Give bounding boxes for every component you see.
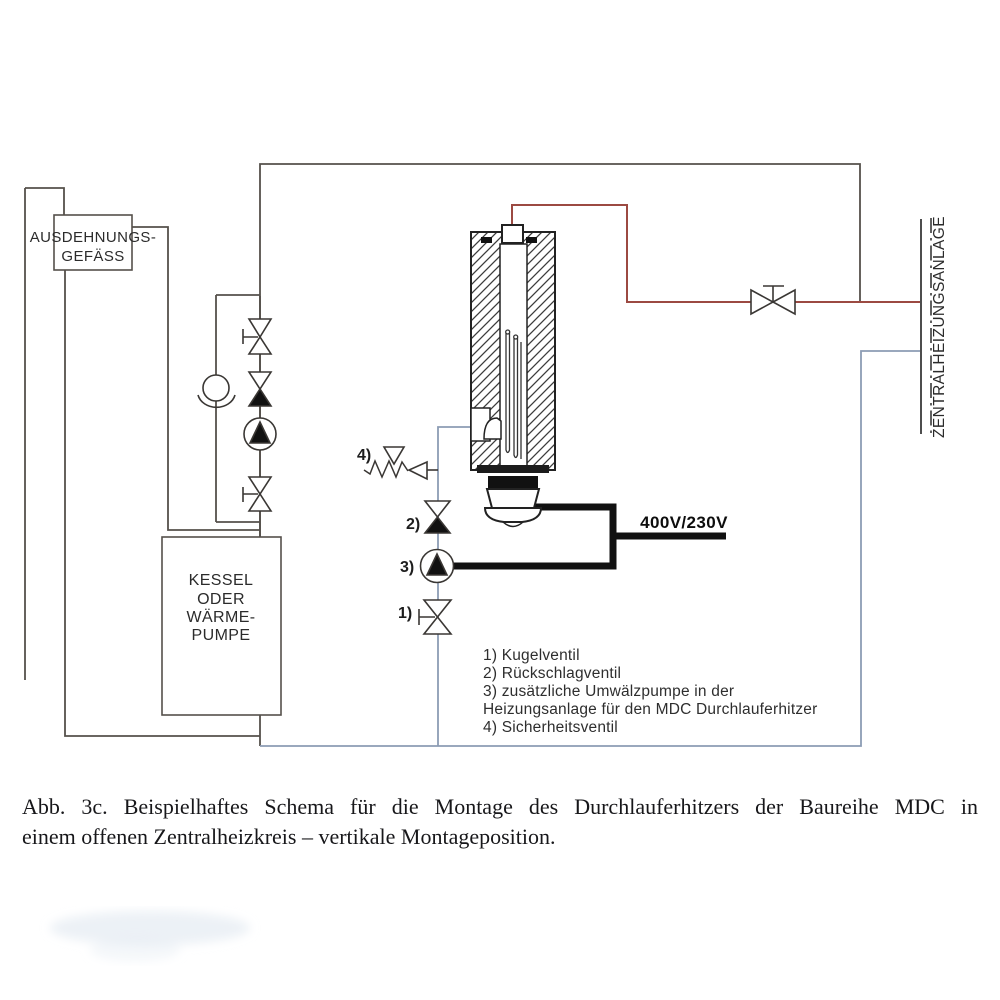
check-valve-2 [425, 501, 450, 533]
heater-top-connector [502, 225, 523, 243]
expansion-vessel-label-2: GEFÄSS [61, 248, 125, 265]
legend-line: 4) Sicherheitsventil [483, 719, 618, 736]
marker-2: 2) [406, 516, 421, 533]
ball-valve-1 [419, 600, 451, 634]
heater-column-pipe [438, 427, 472, 746]
boiler-ball-valve-bottom [243, 477, 271, 511]
legend [483, 647, 817, 736]
circulation-pump-3 [421, 550, 454, 583]
boiler-label-1: KESSEL [188, 572, 254, 589]
boiler-box [162, 537, 281, 715]
marker-1: 1) [398, 605, 413, 622]
boiler-label-3: WÄRME- [186, 609, 256, 626]
boiler-circuit-pipes [25, 164, 860, 746]
water-heater [471, 225, 555, 527]
watermark-smudge [50, 911, 250, 961]
marker-3: 3) [400, 559, 415, 576]
legend-line: 3) zusätzliche Umwälzpumpe in der [483, 683, 735, 700]
boiler-ball-valve-top [243, 319, 271, 354]
boiler-label-4: PUMPE [191, 627, 251, 644]
central-heating-label: ZENTRALHEIZUNGSANLAGE [931, 216, 948, 438]
hot-supply-pipe [512, 205, 920, 302]
caption-line-1: Abb. 3c. Beispielhaftes Schema für die Montage des Durchlauferhitzers der Baureihe MDC in [22, 794, 978, 819]
boiler-check-valve [249, 372, 271, 406]
power-label: 400V/230V [640, 513, 728, 532]
expansion-vessel-label-1: AUSDEHNUNGS- [29, 229, 157, 246]
boiler-label-2: ODER [197, 591, 245, 608]
safety-valve-4 [364, 447, 438, 479]
boiler-loop-symbols [198, 319, 276, 511]
legend-line: 2) Rückschlagventil [483, 665, 622, 682]
marker-4: 4) [357, 447, 372, 464]
heater-top-mark-left [481, 237, 492, 243]
boiler-pump [244, 418, 276, 450]
heater-top-mark-right [526, 237, 537, 243]
supply-ball-valve [751, 286, 795, 314]
legend-line: Heizungsanlage für den MDC Durchlauferhitzer [483, 701, 818, 718]
heater-bottom-cap [477, 465, 549, 527]
central-heating-boundary [921, 218, 931, 438]
caption-line-2: einem offenen Zentralheizkreis – vertikale Montageposition. [22, 824, 556, 849]
legend-line: 1) Kugelventil [483, 647, 580, 664]
